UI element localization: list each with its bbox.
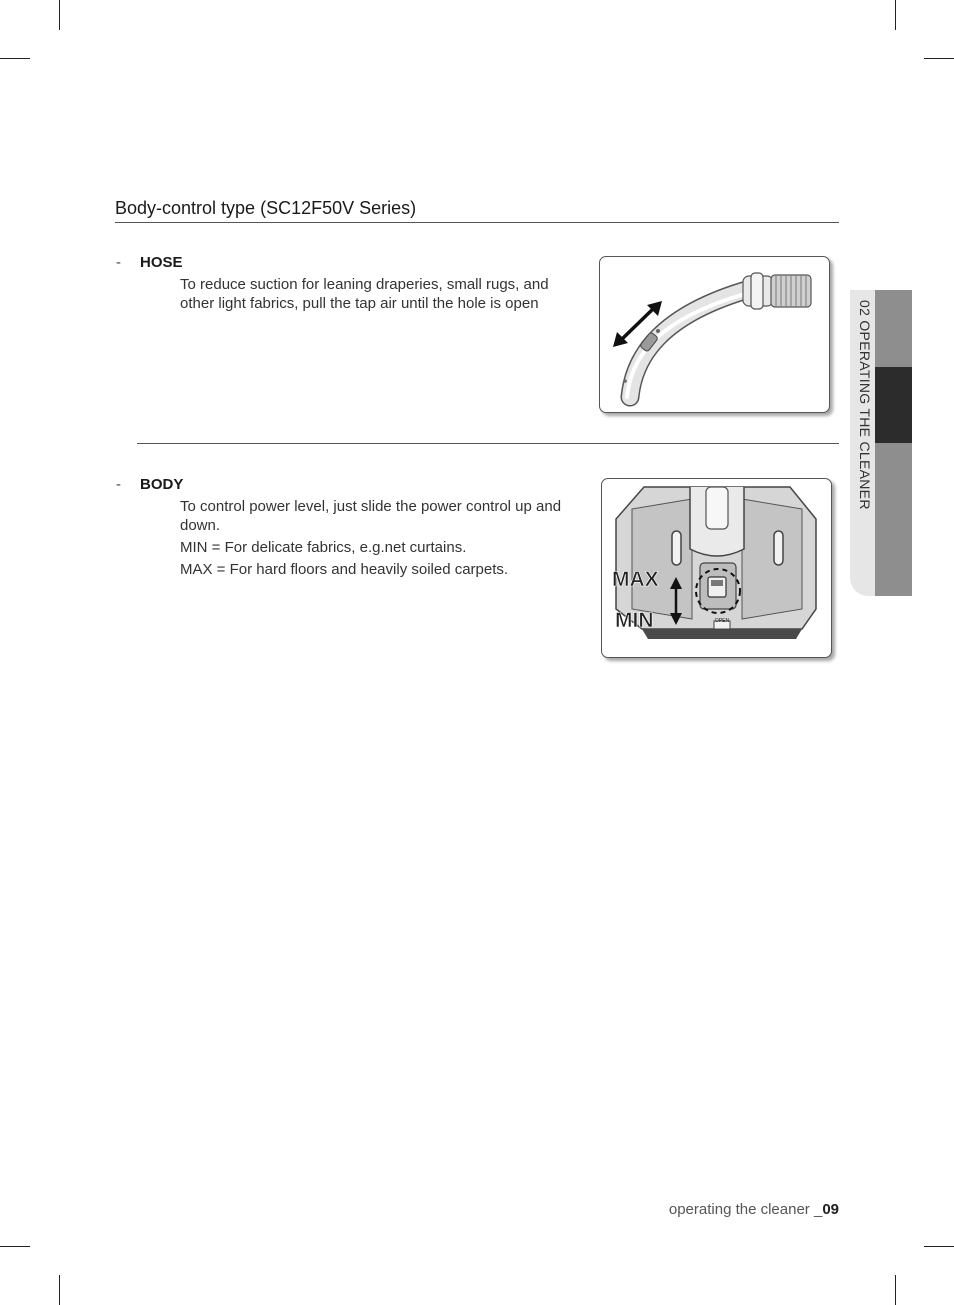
description-line: To control power level, just slide the power control up and down.: [180, 498, 562, 534]
description-line: MIN = For delicate fabrics, e.g.net curtains.: [180, 539, 467, 556]
max-label: MAX: [612, 568, 659, 591]
chapter-tab: [850, 290, 912, 596]
min-label: MIN: [615, 609, 654, 632]
crop-mark: [895, 1275, 896, 1305]
crop-mark: [0, 1246, 30, 1247]
crop-mark: [924, 1246, 954, 1247]
bullet-dash: -: [116, 254, 121, 271]
description-line: To reduce suction for leaning draperies, small rugs, and other light fabrics, pull the tap air until the hole is open: [180, 276, 549, 312]
description-line: MAX = For hard floors and heavily soiled carpets.: [180, 561, 509, 578]
item-body: [115, 475, 585, 585]
crop-mark: [59, 1275, 60, 1305]
item-label-body: BODY: [140, 476, 184, 493]
footer-chapter: operating the cleaner _: [668, 1201, 823, 1218]
crop-mark: [895, 0, 896, 30]
hose-drawing: [600, 257, 829, 412]
section-divider: [137, 443, 839, 444]
item-description: [180, 497, 585, 582]
chapter-tab-label: 02 OPERATING THE CLEANER: [857, 300, 873, 510]
body-control-illustration: [601, 478, 832, 658]
open-label: OPEN: [714, 618, 730, 624]
bullet-dash: -: [116, 476, 121, 493]
page-footer: [669, 1201, 839, 1218]
crop-mark: [0, 58, 30, 59]
vacuum-body-drawing: [602, 479, 831, 657]
chapter-tab-band: [875, 290, 912, 596]
chapter-tab-active-marker: [875, 367, 912, 443]
page-number: 09: [822, 1201, 839, 1218]
item-hose: [115, 253, 585, 333]
crop-mark: [59, 0, 60, 30]
crop-mark: [924, 58, 954, 59]
hose-illustration: [599, 256, 830, 413]
section-title: Body-control type (SC12F50V Series): [115, 198, 839, 223]
item-label-hose: HOSE: [140, 254, 183, 271]
item-description: [180, 275, 585, 316]
